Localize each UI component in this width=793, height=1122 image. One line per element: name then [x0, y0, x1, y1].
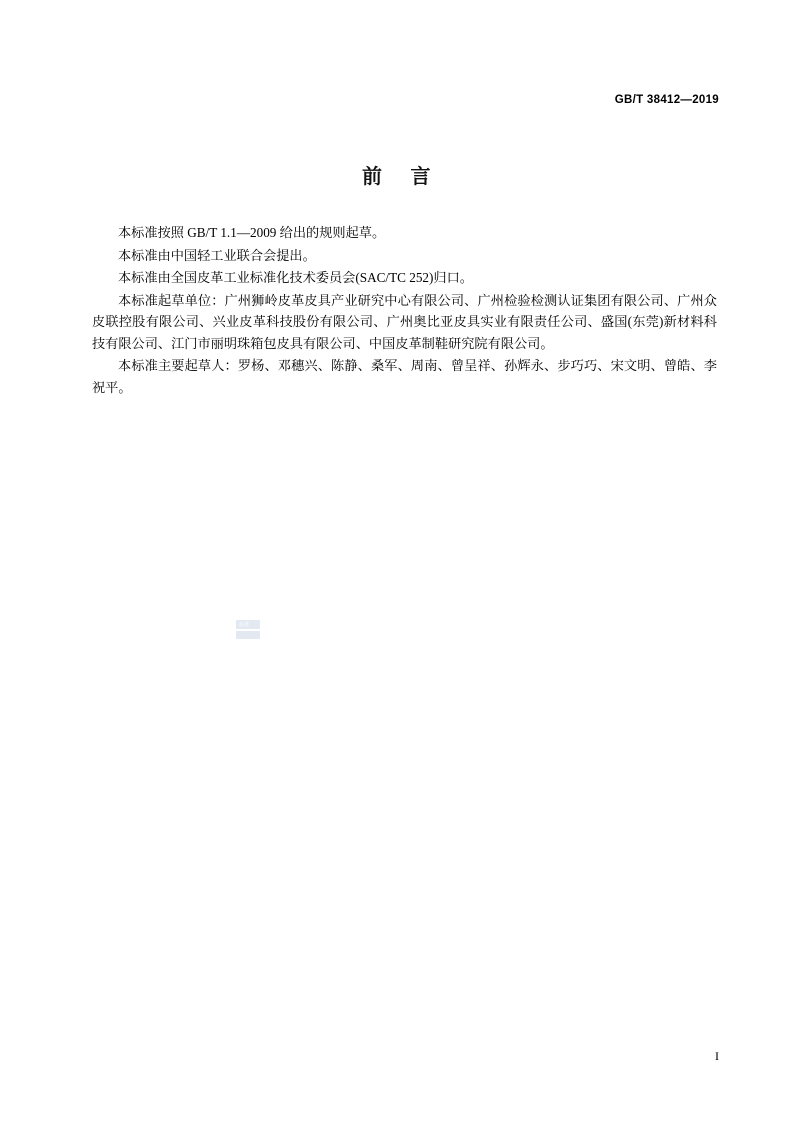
foreword-paragraph: 本标准按照 GB/T 1.1—2009 给出的规则起草。	[118, 225, 386, 240]
page-title-char-2: 言	[410, 166, 431, 188]
foreword-paragraph: 本标准起草单位：广州狮岭皮革皮具产业研究中心有限公司、广州检验检测认证集团有限公司、广州众皮联控股有限公司、兴业皮革科技股份有限公司、广州奥比亚皮具实业有限责任公司、盛国(东莞)新材料科技有限公司、江门市丽明珠箱包皮具有限公司、中国皮革制鞋研究院有限公司。	[92, 292, 717, 351]
foreword-body	[92, 222, 717, 399]
foreword-paragraph: 本标准主要起草人：罗杨、邓穗兴、陈静、桑军、周南、曾呈祥、孙辉永、步巧巧、宋文明、曾皓、李祝平。	[92, 358, 717, 395]
page-title-char-1: 前	[362, 166, 383, 188]
page-header-standard-number: GB/T 38412—2019	[614, 94, 719, 106]
page-number: I	[715, 1049, 719, 1063]
watermark-bar-bottom	[236, 631, 260, 639]
watermark-icon	[236, 620, 260, 640]
watermark-label: 标准	[239, 622, 250, 628]
foreword-paragraph: 本标准由中国轻工业联合会提出。	[118, 247, 316, 263]
page-title	[0, 160, 793, 189]
foreword-paragraph: 本标准由全国皮革工业标准化技术委员会(SAC/TC 252)归口。	[118, 270, 473, 285]
